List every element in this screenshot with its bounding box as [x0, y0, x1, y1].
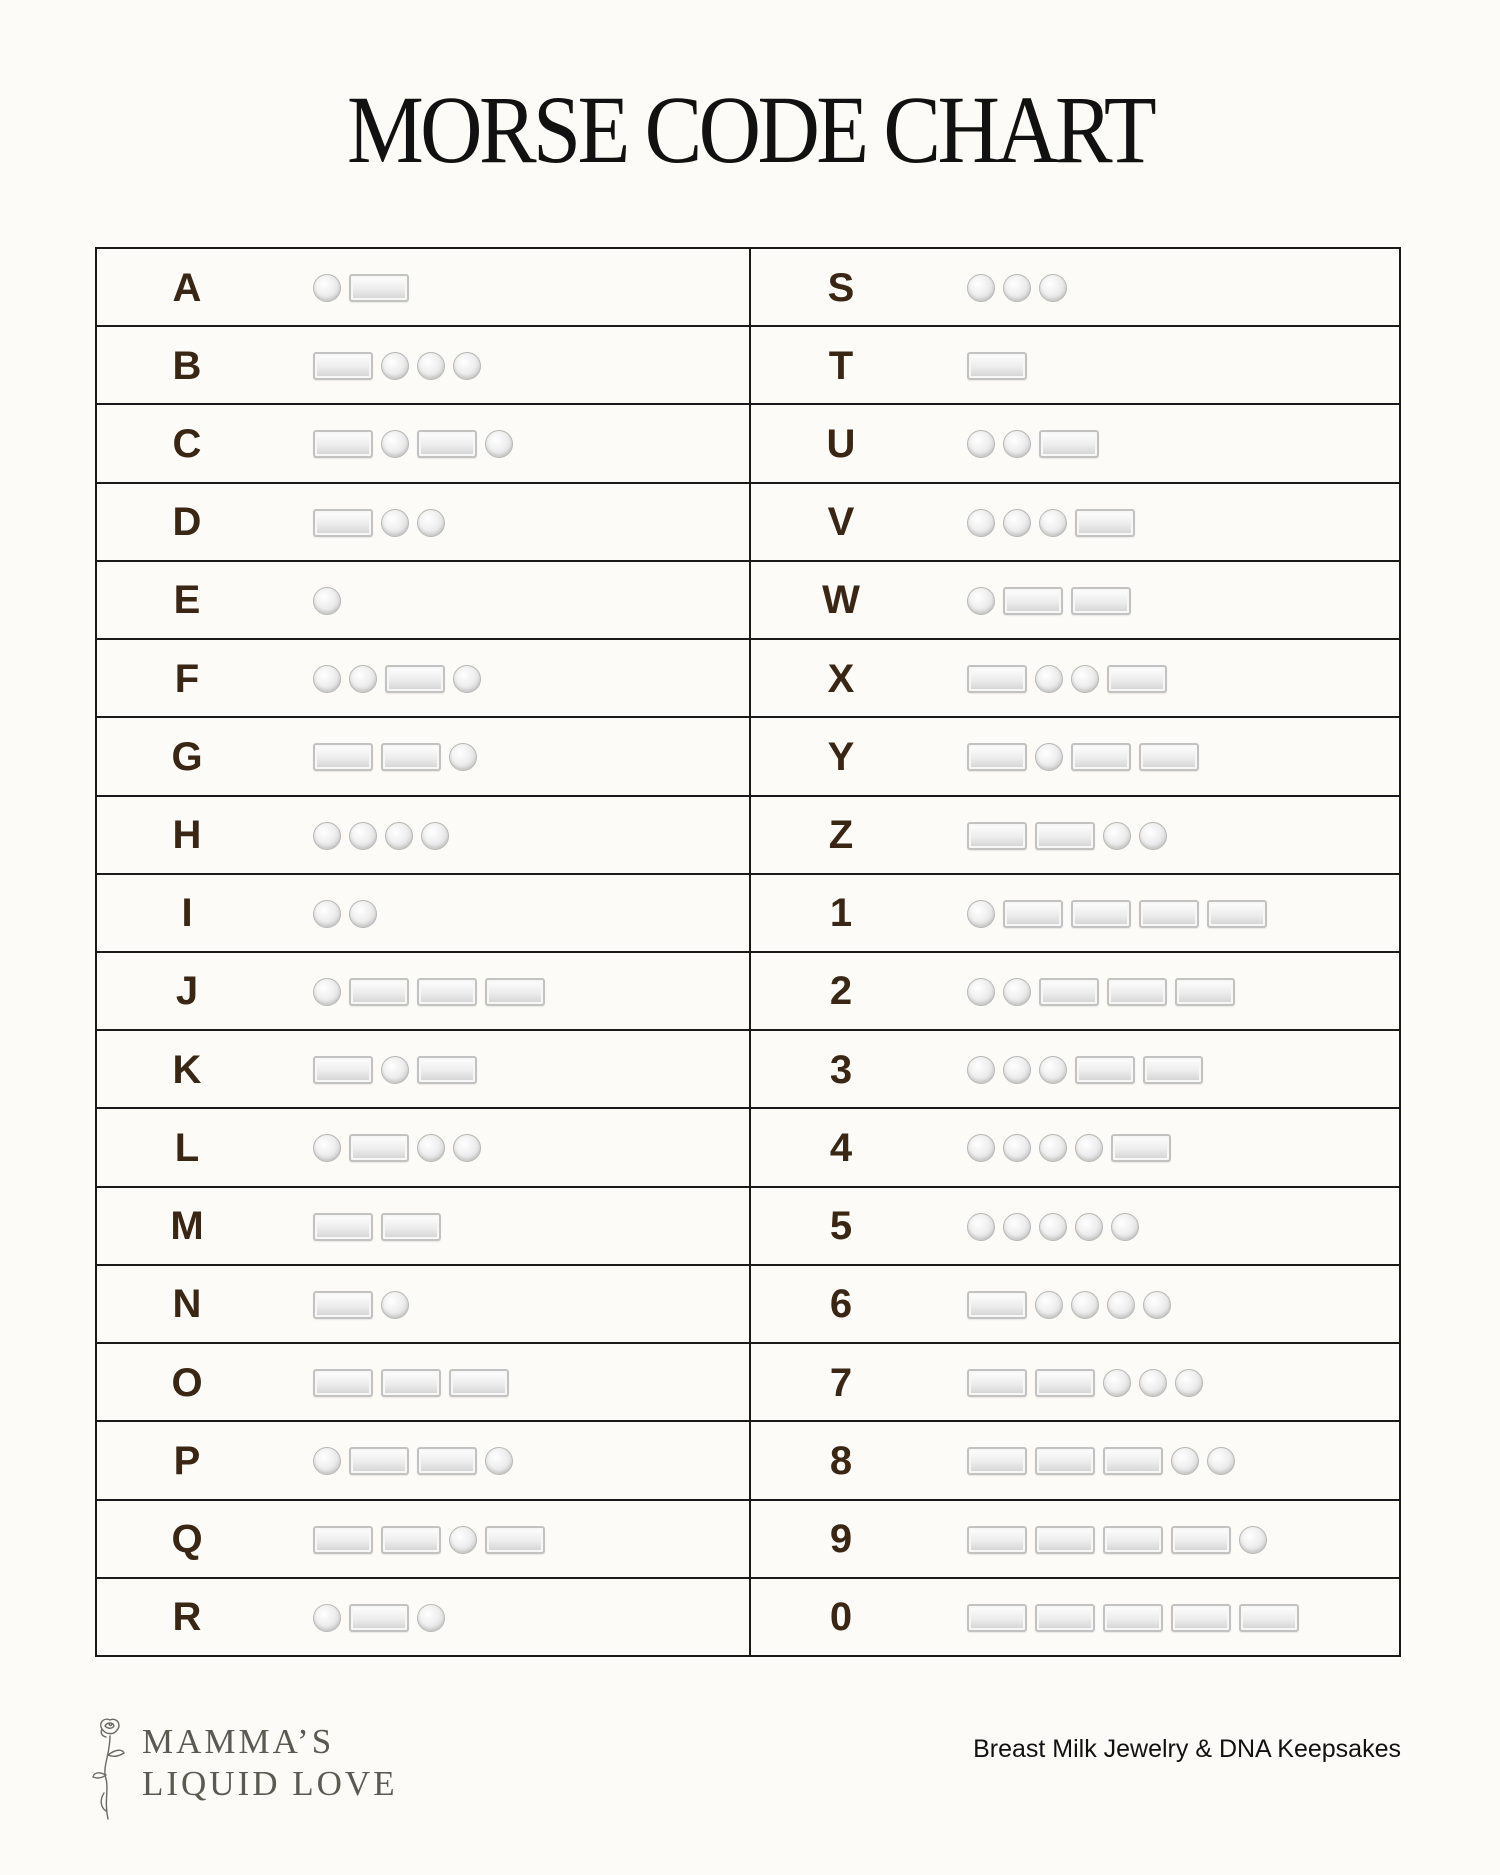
morse-code [313, 875, 385, 953]
morse-dash [1035, 1526, 1095, 1554]
morse-dot [1071, 665, 1099, 693]
chart-cell [97, 1188, 749, 1266]
morse-code [967, 327, 1035, 405]
morse-dash [967, 1447, 1027, 1475]
chart-character: V [827, 500, 855, 545]
morse-code [967, 1579, 1307, 1657]
morse-dot [1143, 1291, 1171, 1319]
morse-code [313, 1422, 521, 1500]
morse-dash [1107, 665, 1167, 693]
morse-dash [1071, 587, 1131, 615]
morse-dash [1171, 1604, 1231, 1632]
morse-dot [1003, 978, 1031, 1006]
chart-cell [97, 953, 749, 1031]
morse-code [313, 1188, 449, 1266]
morse-dot [1003, 1056, 1031, 1084]
morse-dot [417, 352, 445, 380]
chart-character: O [171, 1360, 203, 1405]
morse-dot [1139, 822, 1167, 850]
morse-dot [1039, 274, 1067, 302]
morse-code [967, 875, 1275, 953]
morse-dot [313, 1134, 341, 1162]
chart-character: I [181, 891, 193, 936]
morse-code [967, 718, 1207, 796]
rose-icon [90, 1715, 130, 1821]
morse-dot [381, 1291, 409, 1319]
morse-dash [1103, 1447, 1163, 1475]
morse-dash [313, 743, 373, 771]
morse-code [313, 1266, 417, 1344]
morse-dash [1035, 1369, 1095, 1397]
chart-character: 6 [829, 1282, 853, 1327]
morse-code [313, 1109, 489, 1187]
morse-code [967, 797, 1175, 875]
chart-character: 8 [829, 1438, 853, 1483]
morse-dot [313, 665, 341, 693]
morse-code [967, 1031, 1211, 1109]
chart-character: 7 [829, 1360, 853, 1405]
morse-dash [381, 1213, 441, 1241]
morse-dot [1107, 1291, 1135, 1319]
chart-character: F [174, 656, 200, 701]
chart-character: G [171, 734, 203, 779]
morse-dash [1139, 743, 1199, 771]
chart-cell [751, 797, 1401, 875]
chart-character: E [173, 578, 201, 623]
chart-character: J [175, 969, 199, 1014]
morse-dash [1075, 509, 1135, 537]
morse-dot [967, 978, 995, 1006]
morse-dot [349, 822, 377, 850]
morse-dash [417, 1056, 477, 1084]
morse-code [967, 1501, 1275, 1579]
morse-dash [417, 430, 477, 458]
morse-dash [385, 665, 445, 693]
chart-cell [751, 1188, 1401, 1266]
chart-character: Y [827, 734, 855, 779]
chart-cell [97, 405, 749, 483]
morse-dash [1139, 900, 1199, 928]
chart-character: T [828, 343, 854, 388]
morse-dash [381, 1526, 441, 1554]
morse-dot [453, 1134, 481, 1162]
morse-code [967, 405, 1107, 483]
morse-dot [385, 822, 413, 850]
chart-cell [97, 249, 749, 327]
morse-code [313, 718, 485, 796]
chart-character: 1 [829, 891, 853, 936]
morse-dot [449, 1526, 477, 1554]
morse-code [967, 484, 1143, 562]
morse-dot [1175, 1369, 1203, 1397]
morse-dash [381, 743, 441, 771]
chart-cell [751, 1109, 1401, 1187]
morse-dot [967, 1056, 995, 1084]
chart-character: 2 [829, 969, 853, 1014]
morse-dash [1071, 743, 1131, 771]
morse-dash [1103, 1604, 1163, 1632]
morse-dash [349, 1604, 409, 1632]
morse-dot [453, 352, 481, 380]
morse-dot [1003, 274, 1031, 302]
morse-dot [1003, 509, 1031, 537]
morse-dash [1003, 587, 1063, 615]
morse-dash [449, 1369, 509, 1397]
morse-dash [349, 274, 409, 302]
chart-cell [751, 249, 1401, 327]
morse-dash [967, 1369, 1027, 1397]
morse-code [313, 1501, 553, 1579]
chart-cell [751, 1266, 1401, 1344]
chart-character: K [172, 1047, 202, 1092]
chart-cell [97, 1109, 749, 1187]
chart-character: 0 [829, 1595, 853, 1640]
morse-dot [1035, 743, 1063, 771]
morse-dot [453, 665, 481, 693]
morse-dot [967, 900, 995, 928]
chart-character: M [170, 1204, 204, 1249]
morse-dash [967, 1291, 1027, 1319]
chart-cell [97, 1031, 749, 1109]
morse-dot [485, 1447, 513, 1475]
morse-code [313, 1031, 485, 1109]
chart-cell [97, 562, 749, 640]
morse-dot [1035, 1291, 1063, 1319]
morse-dash [967, 1604, 1027, 1632]
brand-logo [90, 1715, 420, 1825]
logo-line-1: MAMMA’S [142, 1722, 335, 1761]
chart-character: L [174, 1125, 200, 1170]
chart-cell [97, 1266, 749, 1344]
chart-character: R [172, 1595, 202, 1640]
chart-character: C [172, 421, 202, 466]
morse-dot [1075, 1213, 1103, 1241]
morse-dash [967, 822, 1027, 850]
morse-dash [967, 665, 1027, 693]
morse-dot [1071, 1291, 1099, 1319]
morse-dot [313, 1447, 341, 1475]
morse-dot [967, 430, 995, 458]
chart-cell [751, 405, 1401, 483]
chart-cell [97, 1422, 749, 1500]
chart-cell [97, 640, 749, 718]
morse-dot [1003, 1134, 1031, 1162]
morse-code [313, 562, 349, 640]
chart-cell [751, 1422, 1401, 1500]
morse-dash [1039, 978, 1099, 1006]
chart-cell [97, 484, 749, 562]
morse-dot [313, 1604, 341, 1632]
morse-dash [349, 1447, 409, 1475]
chart-cell [97, 1344, 749, 1422]
morse-dash [349, 978, 409, 1006]
morse-code [967, 1266, 1179, 1344]
morse-dot [313, 274, 341, 302]
morse-dash [967, 352, 1027, 380]
morse-code [313, 953, 553, 1031]
morse-dot [1139, 1369, 1167, 1397]
morse-dash [313, 1369, 373, 1397]
chart-character: P [173, 1438, 201, 1483]
morse-dot [1039, 1134, 1067, 1162]
morse-dash [967, 1526, 1027, 1554]
morse-dash [1175, 978, 1235, 1006]
morse-code [967, 562, 1139, 640]
morse-dot [313, 822, 341, 850]
morse-dash [313, 1291, 373, 1319]
morse-code [313, 1344, 517, 1422]
chart-character: Q [171, 1517, 203, 1562]
morse-dot [449, 743, 477, 771]
morse-dot [1239, 1526, 1267, 1554]
chart-character: A [172, 265, 202, 310]
morse-dot [1039, 509, 1067, 537]
morse-dot [1171, 1447, 1199, 1475]
morse-dash [417, 978, 477, 1006]
morse-dash [485, 1526, 545, 1554]
chart-character: U [826, 421, 856, 466]
morse-dash [1143, 1056, 1203, 1084]
chart-character: B [172, 343, 202, 388]
morse-dash [313, 430, 373, 458]
morse-dash [313, 1213, 373, 1241]
tagline: Breast Milk Jewelry & DNA Keepsakes [973, 1735, 1401, 1763]
morse-dash [417, 1447, 477, 1475]
morse-dash [1035, 1604, 1095, 1632]
chart-cell [751, 1579, 1401, 1657]
morse-dash [1239, 1604, 1299, 1632]
chart-cell [97, 327, 749, 405]
morse-dash [1171, 1526, 1231, 1554]
morse-code [967, 249, 1075, 327]
morse-dash [485, 978, 545, 1006]
morse-dot [1003, 1213, 1031, 1241]
chart-cell [751, 718, 1401, 796]
chart-cell [751, 1031, 1401, 1109]
chart-character: X [827, 656, 855, 701]
morse-dash [1075, 1056, 1135, 1084]
morse-dash [1111, 1134, 1171, 1162]
morse-dot [349, 665, 377, 693]
morse-dot [967, 1213, 995, 1241]
chart-character: 3 [829, 1047, 853, 1092]
morse-dot [967, 1134, 995, 1162]
chart-cell [97, 797, 749, 875]
morse-dot [417, 509, 445, 537]
morse-dash [1035, 822, 1095, 850]
chart-character: S [827, 265, 855, 310]
morse-dot [1111, 1213, 1139, 1241]
morse-code [313, 249, 417, 327]
morse-dot [381, 430, 409, 458]
chart-character: H [172, 813, 202, 858]
chart-character: 9 [829, 1517, 853, 1562]
morse-dash [313, 352, 373, 380]
page-title: MORSE CODE CHART [346, 76, 1154, 183]
morse-dash [313, 509, 373, 537]
morse-dot [1103, 822, 1131, 850]
morse-dot [1103, 1369, 1131, 1397]
morse-dash [1071, 900, 1131, 928]
morse-dot [417, 1134, 445, 1162]
morse-code [313, 405, 521, 483]
morse-dash [349, 1134, 409, 1162]
morse-dash [313, 1056, 373, 1084]
morse-dot [967, 274, 995, 302]
chart-cell [751, 484, 1401, 562]
chart-character: Z [828, 813, 854, 858]
chart-cell [97, 718, 749, 796]
morse-dot [313, 900, 341, 928]
morse-code [967, 1422, 1243, 1500]
morse-dot [1035, 665, 1063, 693]
chart-cell [751, 875, 1401, 953]
chart-character: N [172, 1282, 202, 1327]
morse-code [967, 1188, 1147, 1266]
morse-code [313, 640, 489, 718]
morse-code [313, 1579, 453, 1657]
morse-dash [1039, 430, 1099, 458]
morse-dash [313, 1526, 373, 1554]
morse-dash [381, 1369, 441, 1397]
morse-dot [313, 587, 341, 615]
morse-dash [967, 743, 1027, 771]
logo-line-2: LIQUID LOVE [142, 1764, 398, 1803]
morse-code [967, 640, 1175, 718]
morse-dot [381, 509, 409, 537]
chart-cell [751, 327, 1401, 405]
morse-dot [485, 430, 513, 458]
morse-dot [1039, 1056, 1067, 1084]
morse-dash [1207, 900, 1267, 928]
morse-dash [1103, 1526, 1163, 1554]
morse-dot [381, 1056, 409, 1084]
morse-code [313, 484, 453, 562]
morse-dot [417, 1604, 445, 1632]
morse-code [967, 953, 1243, 1031]
morse-dot [349, 900, 377, 928]
chart-cell [97, 1501, 749, 1579]
morse-dot [1075, 1134, 1103, 1162]
chart-character: W [822, 578, 860, 623]
chart-cell [751, 640, 1401, 718]
morse-code [313, 797, 457, 875]
chart-cell [751, 1501, 1401, 1579]
morse-code [967, 1344, 1211, 1422]
chart-cell [751, 562, 1401, 640]
morse-dot [313, 978, 341, 1006]
morse-code [967, 1109, 1179, 1187]
chart-cell [97, 875, 749, 953]
morse-dash [1035, 1447, 1095, 1475]
morse-dot [967, 509, 995, 537]
chart-character: 5 [829, 1204, 853, 1249]
morse-dash [1107, 978, 1167, 1006]
morse-dot [1207, 1447, 1235, 1475]
chart-cell [751, 953, 1401, 1031]
morse-dot [421, 822, 449, 850]
morse-dot [381, 352, 409, 380]
chart-cell [97, 1579, 749, 1657]
morse-dash [1003, 900, 1063, 928]
chart-character: 4 [829, 1125, 853, 1170]
morse-chart-table [95, 247, 1401, 1657]
chart-character: D [172, 500, 202, 545]
morse-dot [967, 587, 995, 615]
morse-dot [1003, 430, 1031, 458]
chart-cell [751, 1344, 1401, 1422]
morse-dot [1039, 1213, 1067, 1241]
morse-code [313, 327, 489, 405]
